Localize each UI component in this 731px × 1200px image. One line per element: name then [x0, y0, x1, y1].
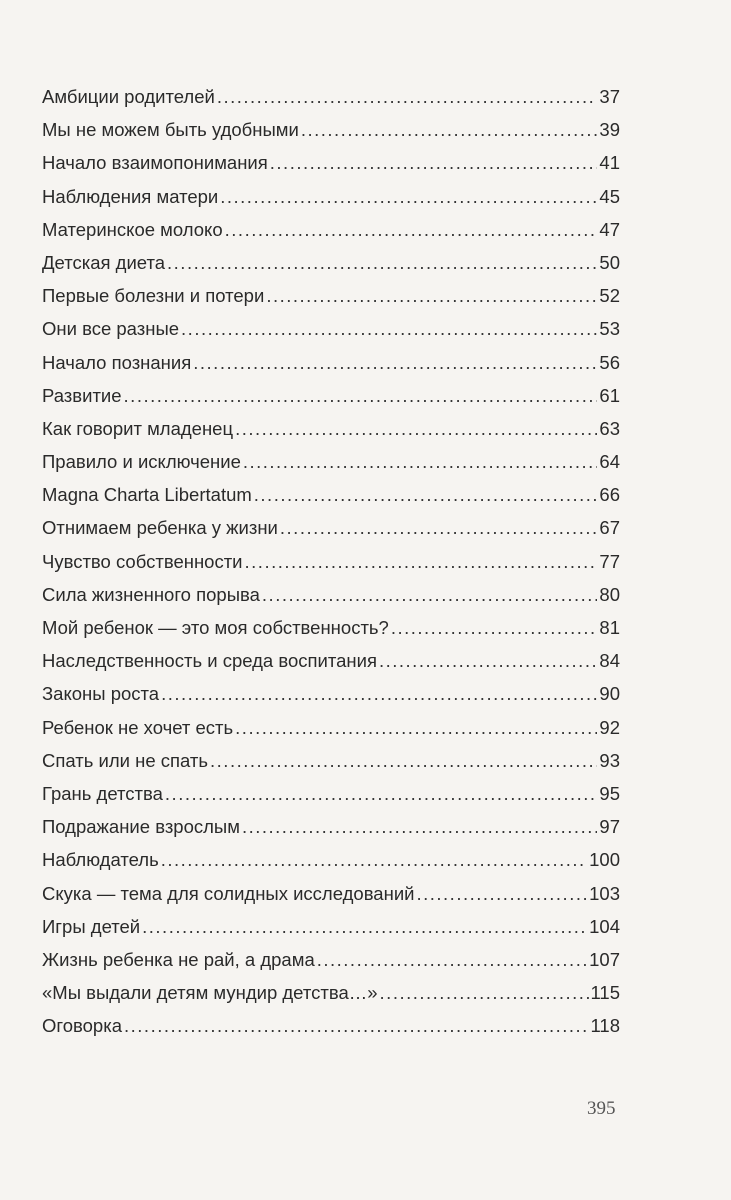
entry-title: Начало познания	[42, 351, 192, 373]
entry-title: Мы не можем быть удобными	[42, 119, 299, 141]
entry-page: 90	[599, 683, 620, 705]
dot-leader	[379, 648, 597, 674]
entry-page: 100	[589, 849, 620, 871]
entry-title: Мой ребенок — это моя собственность?	[42, 617, 389, 638]
entry-page: 118	[590, 1015, 620, 1037]
toc-entry	[42, 549, 620, 582]
dot-leader	[254, 482, 598, 508]
entry-title: Грань детства	[42, 782, 163, 804]
entry-title: Ребенок не хочет есть	[42, 716, 234, 738]
dot-leader	[225, 217, 598, 243]
entry-page: 104	[589, 915, 620, 937]
entry-page: 80	[599, 583, 620, 605]
toc-entry	[42, 250, 620, 283]
toc-entry	[42, 582, 620, 615]
entry-title: Жизнь ребенка не рай, а драма	[42, 948, 315, 970]
toc-entry	[42, 383, 620, 416]
dot-leader	[193, 350, 597, 376]
toc-entry	[42, 615, 620, 648]
toc-entry	[42, 449, 620, 482]
entry-title: Наблюдатель	[42, 849, 159, 871]
toc-entry	[42, 184, 620, 217]
dot-leader	[243, 449, 598, 475]
entry-page: 63	[599, 417, 620, 439]
dot-leader	[210, 748, 597, 774]
toc-entry	[42, 814, 620, 847]
toc-entry	[42, 781, 620, 814]
toc-entry	[42, 980, 620, 1013]
entry-page: 56	[599, 351, 620, 373]
entry-page: 64	[599, 451, 620, 473]
toc-entry	[42, 117, 620, 150]
entry-title: Законы роста	[42, 683, 160, 705]
dot-leader	[165, 781, 598, 807]
dot-leader	[391, 615, 598, 641]
entry-page: 92	[599, 716, 620, 738]
entry-page: 93	[599, 749, 620, 771]
entry-page: 97	[599, 816, 620, 838]
entry-page: 45	[599, 185, 620, 207]
dot-leader	[217, 84, 598, 110]
dot-leader	[242, 814, 597, 840]
entry-page: 37	[599, 86, 620, 107]
dot-leader	[161, 681, 597, 707]
toc-entry	[42, 482, 620, 515]
toc-entry	[42, 748, 620, 781]
table-of-contents	[42, 84, 620, 1046]
toc-entry	[42, 715, 620, 748]
toc-entry	[42, 1013, 620, 1046]
entry-page: 52	[599, 285, 620, 307]
toc-entry	[42, 947, 620, 980]
toc-entry	[42, 217, 620, 250]
entry-title: Оговорка	[42, 1015, 123, 1037]
entry-title: Сила жизненного порыва	[42, 583, 260, 605]
dot-leader	[245, 549, 598, 575]
entry-page: 77	[599, 550, 620, 572]
entry-page: 107	[589, 948, 620, 970]
dot-leader	[181, 316, 597, 342]
entry-page: 53	[599, 318, 620, 340]
entry-title: «Мы выдали детям мундир детства…»	[42, 982, 378, 1004]
entry-page: 67	[599, 517, 620, 539]
entry-title: Скука — тема для солидных исследований	[42, 882, 415, 904]
entry-page: 50	[599, 251, 620, 273]
entry-title: Начало взаимопонимания	[42, 152, 268, 174]
dot-leader	[262, 582, 598, 608]
toc-entry	[42, 648, 620, 681]
entry-page: 115	[590, 982, 620, 1004]
page-number: 395	[587, 1098, 616, 1119]
entry-page: 47	[599, 218, 620, 240]
entry-page: 39	[599, 119, 620, 141]
entry-title: Игры детей	[42, 915, 141, 937]
entry-page: 41	[599, 152, 620, 174]
dot-leader	[235, 715, 597, 741]
dot-leader	[124, 1013, 588, 1039]
dot-leader	[235, 416, 597, 442]
dot-leader	[270, 150, 598, 176]
entry-title: Первые болезни и потери	[42, 285, 265, 307]
toc-entry	[42, 316, 620, 349]
entry-title: Magna Charta Libertatum	[42, 484, 252, 506]
entry-title: Чувство собственности	[42, 550, 243, 572]
entry-title: Амбиции родителей	[42, 86, 215, 107]
entry-title: Материнское молоко	[42, 218, 223, 240]
entry-page: 61	[599, 384, 620, 406]
dot-leader	[161, 847, 587, 873]
toc-entry	[42, 416, 620, 449]
entry-page: 103	[589, 882, 620, 904]
toc-entry	[42, 681, 620, 714]
dot-leader	[266, 283, 597, 309]
dot-leader	[167, 250, 597, 276]
dot-leader	[124, 383, 598, 409]
entry-page: 84	[599, 650, 620, 672]
entry-title: Как говорит младенец	[42, 417, 234, 439]
entry-title: Развитие	[42, 384, 122, 406]
toc-entry	[42, 847, 620, 880]
entry-title: Наблюдения матери	[42, 185, 219, 207]
entry-page: 95	[599, 782, 620, 804]
dot-leader	[301, 117, 598, 143]
dot-leader	[380, 980, 589, 1006]
entry-page: 81	[599, 617, 620, 638]
entry-title: Спать или не спать	[42, 749, 209, 771]
toc-entry	[42, 150, 620, 183]
entry-title: Подражание взрослым	[42, 816, 240, 838]
entry-title: Правило и исключение	[42, 451, 241, 473]
dot-leader	[220, 184, 597, 210]
toc-entry	[42, 350, 620, 383]
toc-entry	[42, 283, 620, 316]
dot-leader	[317, 947, 587, 973]
toc-entry	[42, 914, 620, 947]
entry-title: Отнимаем ребенка у жизни	[42, 517, 278, 539]
entry-title: Они все разные	[42, 318, 180, 340]
dot-leader	[280, 515, 598, 541]
toc-entry	[42, 515, 620, 548]
toc-entry	[42, 84, 620, 117]
toc-entry	[42, 881, 620, 914]
entry-title: Наследственность и среда воспитания	[42, 650, 377, 672]
entry-title: Детская диета	[42, 251, 166, 273]
dot-leader	[416, 881, 587, 907]
entry-page: 66	[599, 484, 620, 506]
dot-leader	[142, 914, 587, 940]
